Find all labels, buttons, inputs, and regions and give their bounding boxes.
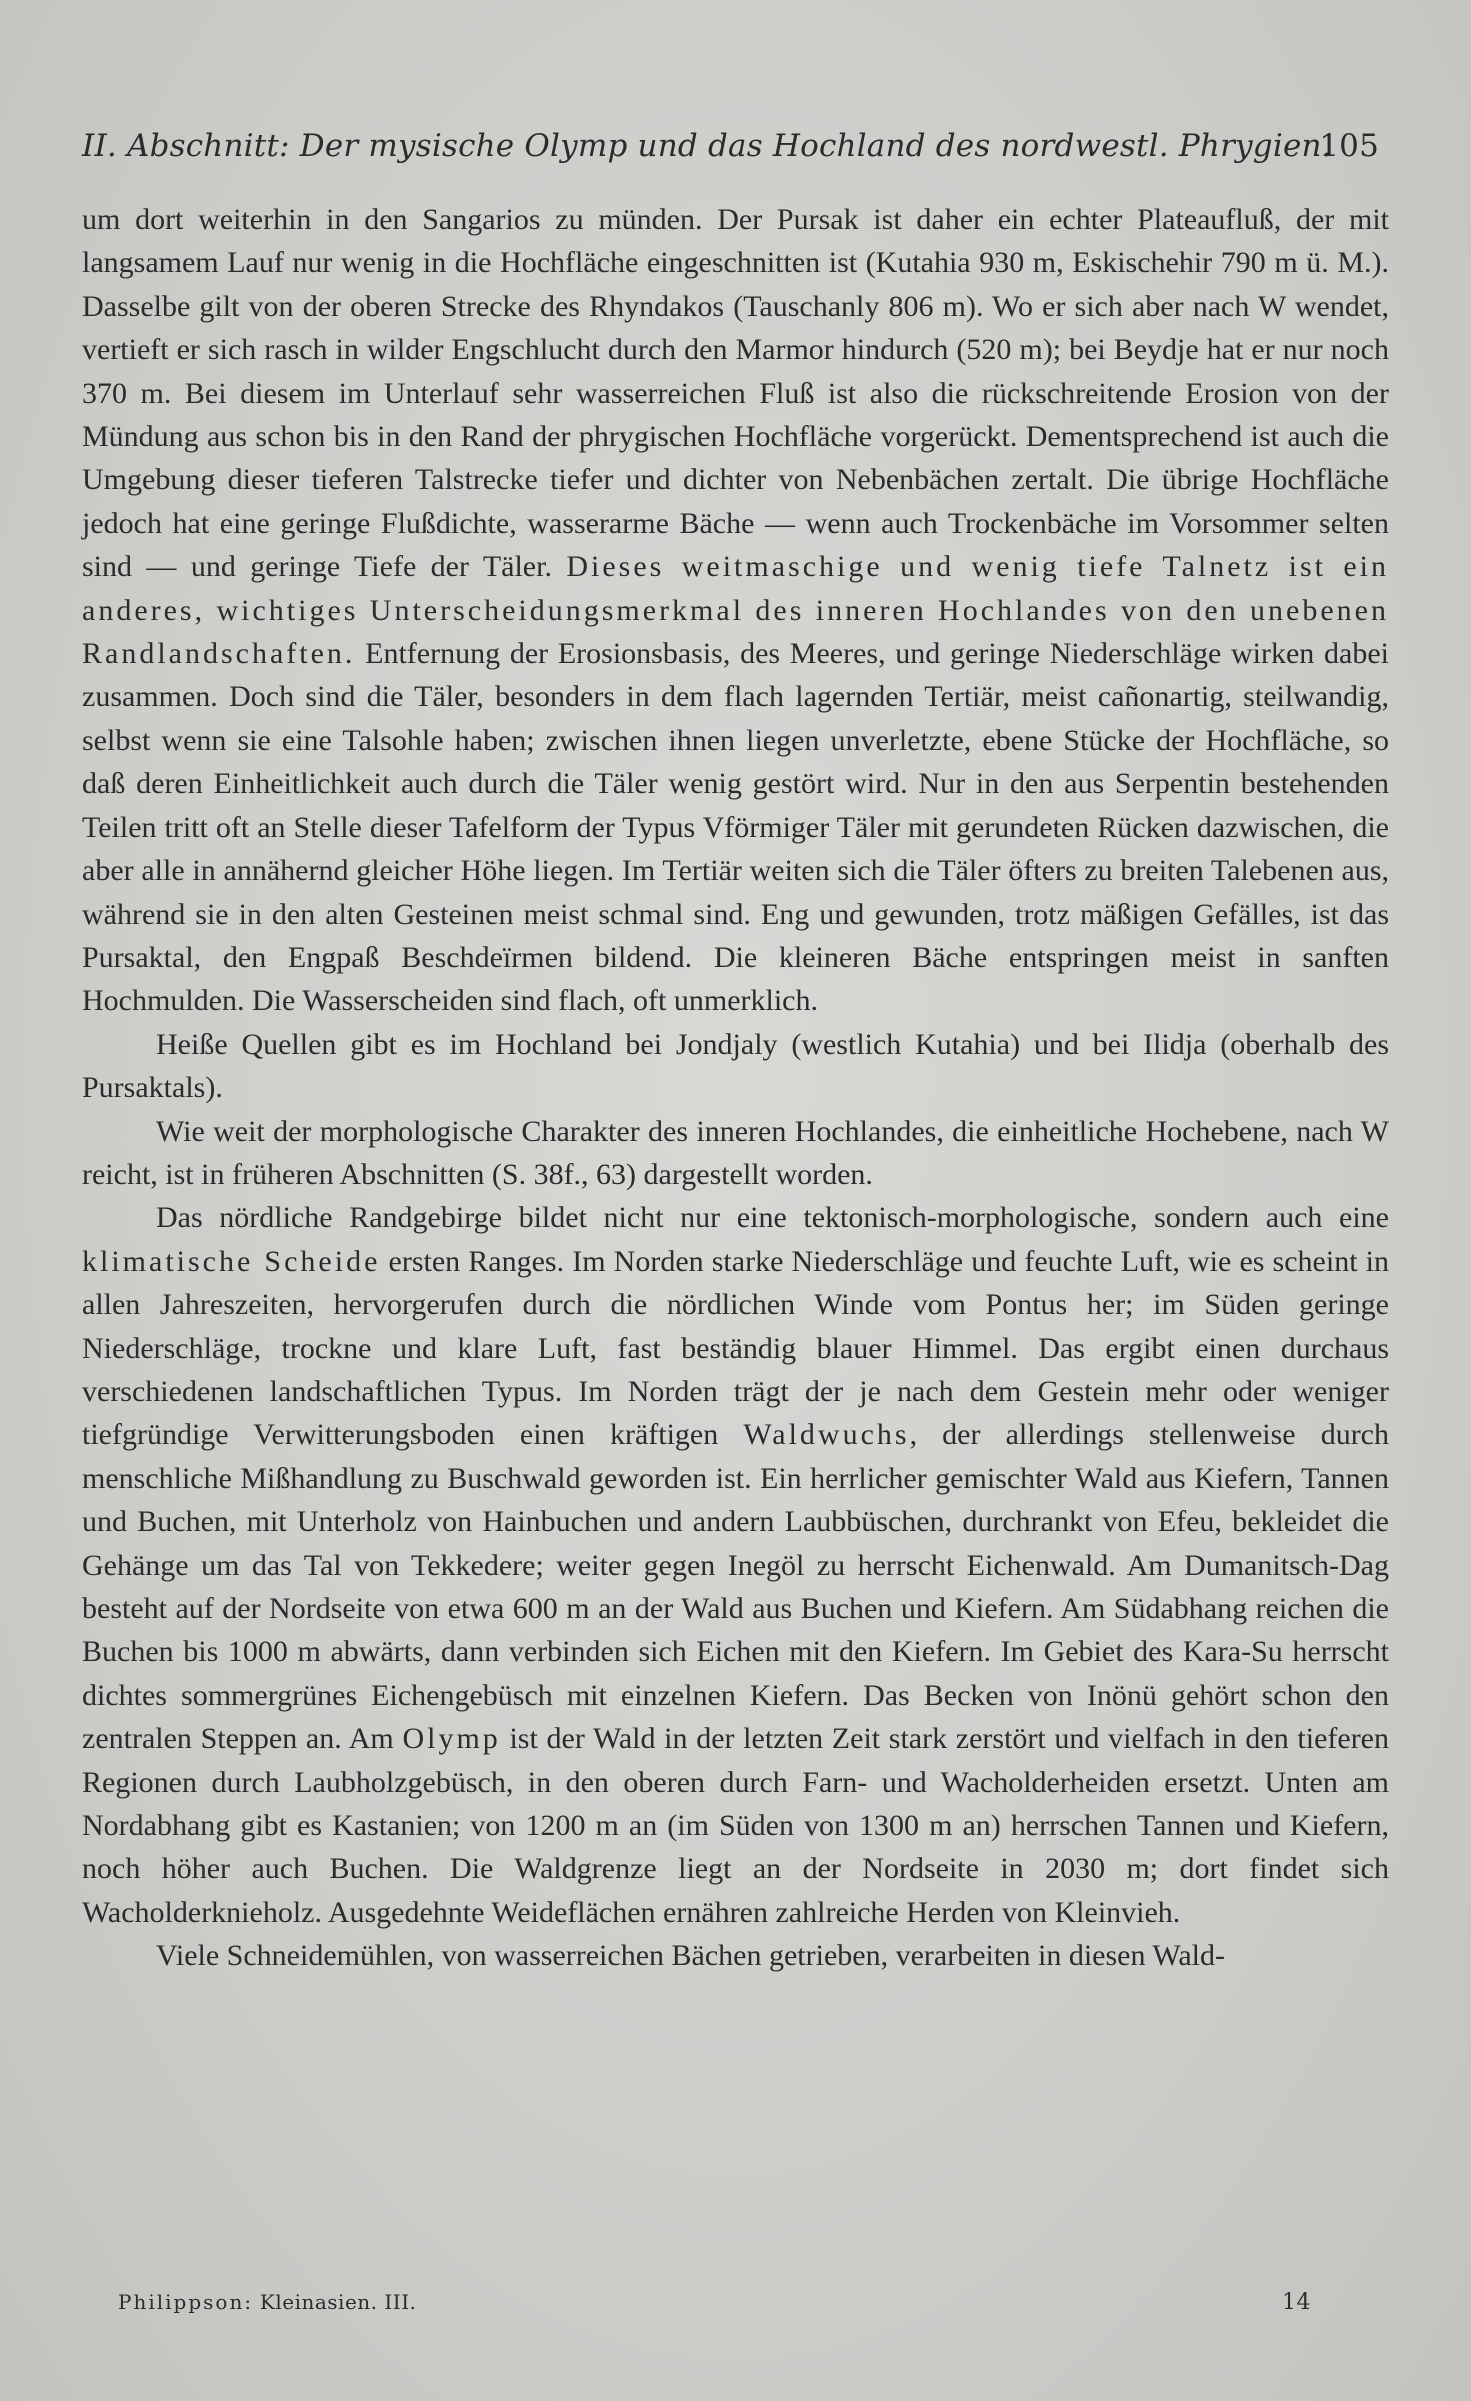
- signature-mark: 14: [1282, 2290, 1311, 2315]
- body-text: [82, 198, 1389, 1978]
- paragraph: [82, 1934, 1389, 1977]
- text-run: ersten Ranges. Im Norden starke Niederschläge und feuchte Luft, wie es scheint in allen Jahreszeiten, hervorgerufen durch die nördlichen Winde vom Pontus her; im Süden geringe Niederschläge, trockne und klare Luft, fast beständig blauer Himmel. Das ergibt einen durchaus verschiedenen landschaftlichen Typus. Im Norden trägt der je nach dem Gestein mehr oder weniger tiefgründige Verwitterungsboden einen kräftigen: [82, 1244, 1389, 1452]
- text-run: Heiße Quellen gibt es im Hochland bei Jondjaly (westlich Kutahia) und bei Ilidja (oberhalb des Pursaktals).: [82, 1027, 1389, 1105]
- footer-book-title: Kleinasien. III.: [259, 2290, 417, 2314]
- running-title: II. Abschnitt: Der mysische Olymp und das Hochland des nordwestl. Phrygien.: [82, 128, 1332, 164]
- paragraph: [82, 198, 1389, 1023]
- paragraph: [82, 1023, 1389, 1110]
- footer-imprint: [118, 2290, 416, 2314]
- text-run: Wie weit der morphologische Charakter des inneren Hochlandes, die einheitliche Hochebene, nach W reicht, ist in früheren Abschnitten (S. 38f., 63) dargestellt worden.: [82, 1114, 1389, 1191]
- emphasized-text: klimatische Scheide: [82, 1244, 381, 1278]
- emphasized-text: Waldwuchs: [743, 1418, 910, 1452]
- text-run: Entfernung der Erosionsbasis, des Meeres, und geringe Niederschläge wirken dabei zusammen. Doch sind die Täler, besonders in dem flach lagernden Tertiär, meist cañonartig, steilwandig, selbst wenn sie eine Talsohle haben; zwischen ihnen liegen unverletzte, ebene Stücke der Hochfläche, so daß deren Einheitlichkeit auch durch die Täler wenig gestört wird. Nur in den aus Serpentin bestehenden Teilen tritt oft an Stelle dieser Tafelform der Typus Vförmiger Täler mit gerundeten Rücken dazwischen, die aber alle in annähernd gleicher Höhe liegen. Im Tertiär weiten sich die Täler öfters zu breiten Talebenen aus, während sie in den alten Gesteinen meist schmal sind. Eng und gewunden, trotz mäßigen Gefälles, ist das Pursaktal, den Engpaß Beschdeïrmen bildend. Die kleineren Bäche entspringen meist in sanften Hochmulden. Die Wasserscheiden sind flach, oft unmerklich.: [82, 637, 1389, 1018]
- paragraph: [82, 1196, 1389, 1934]
- text-run: ist der Wald in der letzten Zeit stark zerstört und vielfach in den tieferen Regionen durch Laubholzgebüsch, in den oberen durch Farn- und Wacholderheiden ersetzt. Unten am Nordabhang gibt es Kastanien; von 1200 m an (im Süden von 1300 m an) herrschen Tannen und Kiefern, noch höher auch Buchen. Die Waldgrenze liegt an der Nordseite in 2030 m; dort findet sich Wacholderknieholz. Ausgedehnte Weideflächen ernähren zahlreiche Herden von Kleinvieh.: [82, 1722, 1389, 1929]
- emphasized-text: Dieses weitmaschige und wenig tiefe Talnetz ist ein anderes, wichtiges Unterscheidungsmerkmal des inneren Hochlandes von den unebenen Randlandschaften.: [82, 550, 1390, 671]
- page-number: 105: [1319, 128, 1379, 164]
- footer-author: Philippson:: [118, 2290, 254, 2314]
- text-run: Das nördliche Randgebirge bildet nicht nur eine tektonisch-morphologische, sondern auch eine: [156, 1201, 1389, 1235]
- running-header: [82, 128, 1379, 164]
- text-run: , der allerdings stellenweise durch menschliche Mißhandlung zu Buschwald geworden ist. Ein herrlicher gemischter Wald aus Kiefern, Tannen und Buchen, mit Unterholz von Hainbuchen und andern Laubbüschen, durchrankt von Efeu, bekleidet die Gehänge um das Tal von Tekkedere; weiter gegen Inegöl zu herrscht Eichenwald. Am Dumanitsch-Dag besteht auf der Nordseite von etwa 600 m an der Wald aus Buchen und Kiefern. Am Südabhang reichen die Buchen bis 1000 m abwärts, dann verbinden sich Eichen mit den Kiefern. Im Gebiet des Kara-Su herrscht dichtes sommergrünes Eichengebüsch mit einzelnen Kiefern. Das Becken von Inönü gehört schon den zentralen Steppen an. Am: [82, 1418, 1389, 1756]
- paragraph: [82, 1110, 1389, 1197]
- text-run: Viele Schneidemühlen, von wasserreichen Bächen getrieben, verarbeiten in diesen Wald-: [156, 1939, 1225, 1973]
- text-run: um dort weiterhin in den Sangarios zu münden. Der Pursak ist daher ein echter Plateaufluß, der mit langsamem Lauf nur wenig in die Hochfläche eingeschnitten ist (Kutahia 930 m, Eskischehir 790 m ü. M.). Dasselbe gilt von der oberen Strecke des Rhyndakos (Tauschanly 806 m). Wo er sich aber nach W wendet, vertieft er sich rasch in wilder Engschlucht durch den Marmor hindurch (520 m); bei Beydje hat er nur noch 370 m. Bei diesem im Unterlauf sehr wasserreichen Fluß ist also die rückschreitende Erosion von der Mündung aus schon bis in den Rand der phrygischen Hochfläche vorgerückt. Dementsprechend ist auch die Umgebung dieser tieferen Talstrecke tiefer und dichter von Nebenbächen zertalt. Die übrige Hochfläche jedoch hat eine geringe Flußdichte, wasserarme Bäche — wenn auch Trockenbäche im Vorsommer selten sind — und geringe Tiefe der Täler.: [82, 203, 1389, 584]
- emphasized-text: Olymp: [402, 1722, 501, 1756]
